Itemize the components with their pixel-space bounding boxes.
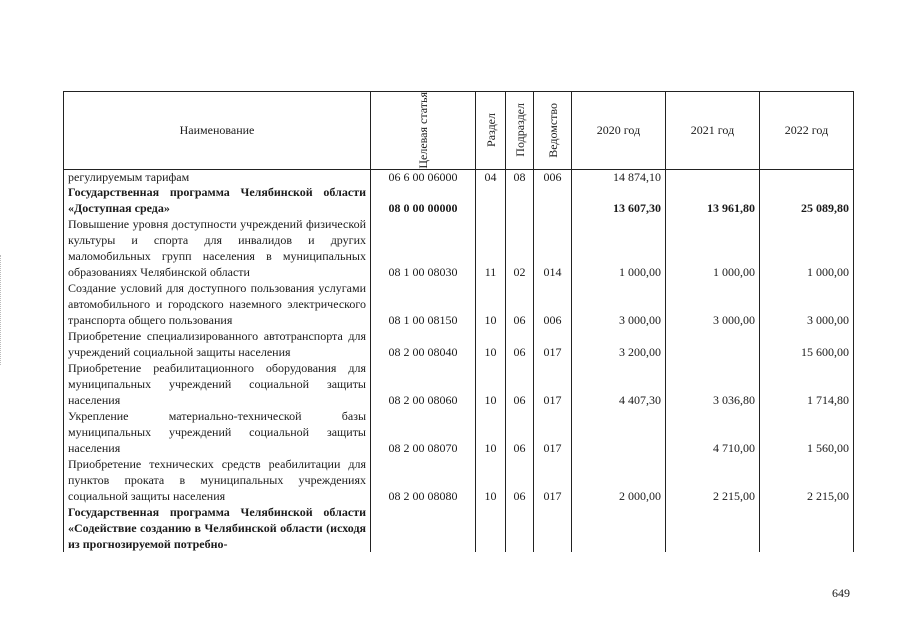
row-subsection: 06	[506, 328, 534, 360]
row-subsection: 06	[506, 456, 534, 504]
table-row	[64, 504, 854, 552]
row-2020	[572, 504, 666, 552]
row-subsection: 06	[506, 280, 534, 328]
header-2021: 2021 год	[666, 92, 760, 170]
table-row	[64, 216, 854, 280]
row-department: 006	[534, 280, 572, 328]
budget-table	[63, 91, 854, 552]
row-department: 017	[534, 360, 572, 408]
row-2022: 2 215,00	[760, 456, 854, 504]
table-row	[64, 408, 854, 456]
row-name: Приобретение реабилитационного оборудования для муниципальных учреждений социальной защиты населения	[64, 360, 371, 408]
row-section: 10	[476, 360, 506, 408]
row-target-article: 06 6 00 06000	[371, 169, 476, 184]
table-row	[64, 328, 854, 360]
row-target-article: 08 2 00 08070	[371, 408, 476, 456]
row-subsection: 02	[506, 216, 534, 280]
header-2022: 2022 год	[760, 92, 854, 170]
row-subsection	[506, 504, 534, 552]
row-2020: 1 000,00	[572, 216, 666, 280]
row-section: 11	[476, 216, 506, 280]
row-section: 10	[476, 280, 506, 328]
row-2021: 3 036,80	[666, 360, 760, 408]
row-name: Повышение уровня доступности учреждений физической культуры и спорта для инвалидов и других маломобильных групп населения в муниципальных образованиях Челябинской области	[64, 216, 371, 280]
row-2022	[760, 504, 854, 552]
table-row	[64, 184, 854, 216]
row-2020: 14 874,10	[572, 169, 666, 184]
header-2020: 2020 год	[572, 92, 666, 170]
row-2020: 3 000,00	[572, 280, 666, 328]
scan-edge-mark	[0, 255, 5, 365]
row-subsection: 08	[506, 169, 534, 184]
row-2020: 4 407,30	[572, 360, 666, 408]
row-2020: 13 607,30	[572, 184, 666, 216]
page-number: 649	[832, 586, 850, 600]
row-section	[476, 504, 506, 552]
row-2021: 2 215,00	[666, 456, 760, 504]
row-2022: 1 000,00	[760, 216, 854, 280]
row-target-article: 08 2 00 08060	[371, 360, 476, 408]
row-target-article: 08 1 00 08030	[371, 216, 476, 280]
row-target-article: 08 2 00 08040	[371, 328, 476, 360]
row-subsection: 06	[506, 408, 534, 456]
row-2022: 1 560,00	[760, 408, 854, 456]
row-subsection	[506, 184, 534, 216]
row-name: регулируемым тарифам	[64, 169, 371, 184]
row-2021: 4 710,00	[666, 408, 760, 456]
row-2021	[666, 169, 760, 184]
row-2022: 1 714,80	[760, 360, 854, 408]
row-section: 10	[476, 456, 506, 504]
header-target-article: Целевая статья	[371, 92, 476, 170]
header-department: Ведомство	[534, 92, 572, 170]
table-row	[64, 169, 854, 184]
header-section: Раздел	[476, 92, 506, 170]
row-2022: 25 089,80	[760, 184, 854, 216]
row-2021: 13 961,80	[666, 184, 760, 216]
table-row	[64, 280, 854, 328]
row-department: 014	[534, 216, 572, 280]
row-name: Государственная программа Челябинской области «Содействие созданию в Челябинской области (исходя из прогнозируемой потребно-	[64, 504, 371, 552]
row-2022	[760, 169, 854, 184]
row-target-article: 08 2 00 08080	[371, 456, 476, 504]
row-2021	[666, 328, 760, 360]
row-name: Приобретение специализированного автотранспорта для учреждений социальной защиты населения	[64, 328, 371, 360]
table-row	[64, 360, 854, 408]
row-2021: 1 000,00	[666, 216, 760, 280]
row-section	[476, 184, 506, 216]
row-department: 017	[534, 408, 572, 456]
row-department	[534, 184, 572, 216]
row-2021: 3 000,00	[666, 280, 760, 328]
row-name: Создание условий для доступного пользования услугами автомобильного и городского наземного электрического транспорта общего пользования	[64, 280, 371, 328]
row-2022: 3 000,00	[760, 280, 854, 328]
row-section: 04	[476, 169, 506, 184]
row-section: 10	[476, 328, 506, 360]
row-2020	[572, 408, 666, 456]
header-row	[64, 92, 854, 170]
row-department: 017	[534, 328, 572, 360]
row-target-article: 08 1 00 08150	[371, 280, 476, 328]
row-2020: 2 000,00	[572, 456, 666, 504]
row-subsection: 06	[506, 360, 534, 408]
row-2020: 3 200,00	[572, 328, 666, 360]
header-name: Наименование	[64, 92, 371, 170]
row-target-article	[371, 504, 476, 552]
row-department	[534, 504, 572, 552]
row-name: Приобретение технических средств реабилитации для пунктов проката в муниципальных учреждениях социальной защиты населения	[64, 456, 371, 504]
row-name: Укрепление материально-технической базы муниципальных учреждений социальной защиты населения	[64, 408, 371, 456]
row-department: 017	[534, 456, 572, 504]
table-row	[64, 456, 854, 504]
row-section: 10	[476, 408, 506, 456]
row-2022: 15 600,00	[760, 328, 854, 360]
row-2021	[666, 504, 760, 552]
header-subsection: Подраздел	[506, 92, 534, 170]
row-name: Государственная программа Челябинской области «Доступная среда»	[64, 184, 371, 216]
row-department: 006	[534, 169, 572, 184]
row-target-article: 08 0 00 00000	[371, 184, 476, 216]
